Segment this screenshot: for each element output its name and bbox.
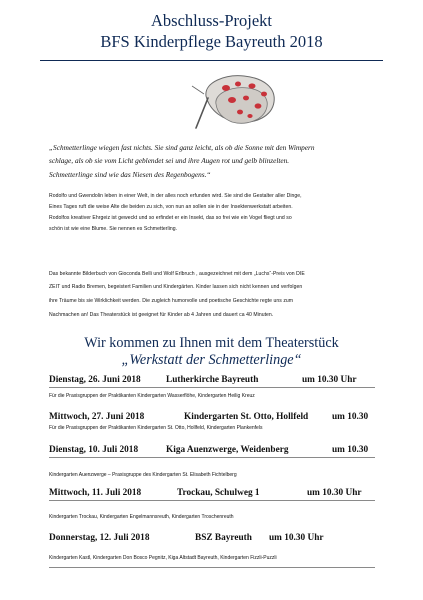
event-divider — [49, 500, 375, 501]
butterfly-illustration — [186, 64, 281, 136]
play-title: „Werkstatt der Schmetterlinge“ — [121, 352, 302, 368]
page-title-line2: BFS Kinderpflege Bayreuth 2018 — [100, 32, 323, 51]
event-date: Mittwoch, 27. Juni 2018 — [49, 412, 145, 422]
story-p2-line1: Das bekannte Bilderbuch von Gioconda Belli und Wolf Erlbruch , ausgezeichnet mit dem „Luchs“-Preis von DIE — [49, 271, 305, 277]
story-p1-line3: Rodolfos kreativer Ehrgeiz ist geweckt und so erfindet er ein Insekt, das so frei wie ein Vogel fliegt und so — [49, 215, 292, 221]
quote-line1: „Schmetterlinge wiegen fast nichts. Sie sind ganz leicht, als ob die Sonne mit den Wimpern — [49, 143, 315, 152]
event-divider — [49, 457, 375, 458]
event-time: um 10.30 Uhr — [302, 375, 357, 385]
quote-line2: schlage, als ob sie vom Licht geblendet sei und ihre Augen rot und gelb blinzelten. — [49, 156, 290, 165]
event-time: um 10.30 Uhr — [269, 533, 324, 543]
page-title-line1: Abschluss-Projekt — [151, 11, 272, 30]
story-p2-line4: Nachmachen an! Das Theaterstück ist geeignet für Kinder ab 4 Jahren und dauert ca 40 Minuten. — [49, 312, 274, 318]
event-place: Kindergarten St. Otto, Hollfeld — [184, 412, 309, 422]
event-divider — [49, 567, 375, 568]
event-date: Donnerstag, 12. Juli 2018 — [49, 533, 150, 543]
title-divider — [40, 60, 383, 61]
event-date: Dienstag, 26. Juni 2018 — [49, 375, 141, 385]
event-detail: Für die Praxisgruppen der Praktikanten Kindergarten St. Otto, Hollfeld, Kindergarten Plankenfels — [49, 425, 263, 431]
event-divider — [49, 387, 375, 388]
event-detail: Für die Praxisgruppen der Praktikanten Kindergarten Wasserflöhe, Kindergarten Heilig Kreuz — [49, 393, 255, 399]
story-p1-line4: schön ist wie eine Blume. Sie nennen es Schmetterling. — [49, 226, 178, 232]
invite-heading: Wir kommen zu Ihnen mit dem Theaterstück — [84, 335, 339, 351]
event-place: Lutherkirche Bayreuth — [166, 375, 259, 385]
quote-line3: Schmetterlinge sind wie das Niesen des Regenbogens.“ — [49, 170, 211, 179]
butterfly-icon — [186, 64, 281, 136]
story-p2-line3: ihre Träume bis sie Wirklichkeit werden. Die zugleich humorvolle und poetische Geschichte regte uns zum — [49, 298, 294, 304]
story-p1-line2: Eines Tages ruft die weise Alte die beiden zu sich, von nun an sollen sie in der Insektenwerkstatt arbeiten. — [49, 204, 293, 210]
story-p2-line2: ZEIT und Radio Bremen, begeistert Familien und Kindergärten. Kinder lassen sich nicht kennen und verfolgen — [49, 284, 303, 290]
event-place: Kiga Auenzwerge, Weidenberg — [166, 445, 289, 455]
event-time: um 10.30 — [332, 445, 369, 455]
event-detail: Kindergarten Auenzwerge – Praxisgruppe des Kindergarten St. Elisabeth Fichtelberg — [49, 472, 237, 478]
story-p1-line1: Rodolfo und Gwendolin leben in einer Welt, in der alles noch erfunden wird. Sie sind die Gestalter aller Dinge, — [49, 193, 302, 199]
event-place: BSZ Bayreuth — [195, 533, 252, 543]
event-time: um 10.30 Uhr — [307, 488, 362, 498]
event-detail: Kindergarten Kastl, Kindergarten Don Bosco Pegnitz, Kiga Altstadt Bayreuth, Kindergarten Fizzli-Puzzli — [49, 555, 277, 561]
event-detail: Kindergarten Trockau, Kindergarten Engelmannsreuth, Kindergarten Troschenreuth — [49, 514, 234, 520]
event-date: Dienstag, 10. Juli 2018 — [49, 445, 139, 455]
event-time: um 10.30 — [332, 412, 369, 422]
event-place: Trockau, Schulweg 1 — [177, 488, 260, 498]
event-date: Mittwoch, 11. Juli 2018 — [49, 488, 142, 498]
